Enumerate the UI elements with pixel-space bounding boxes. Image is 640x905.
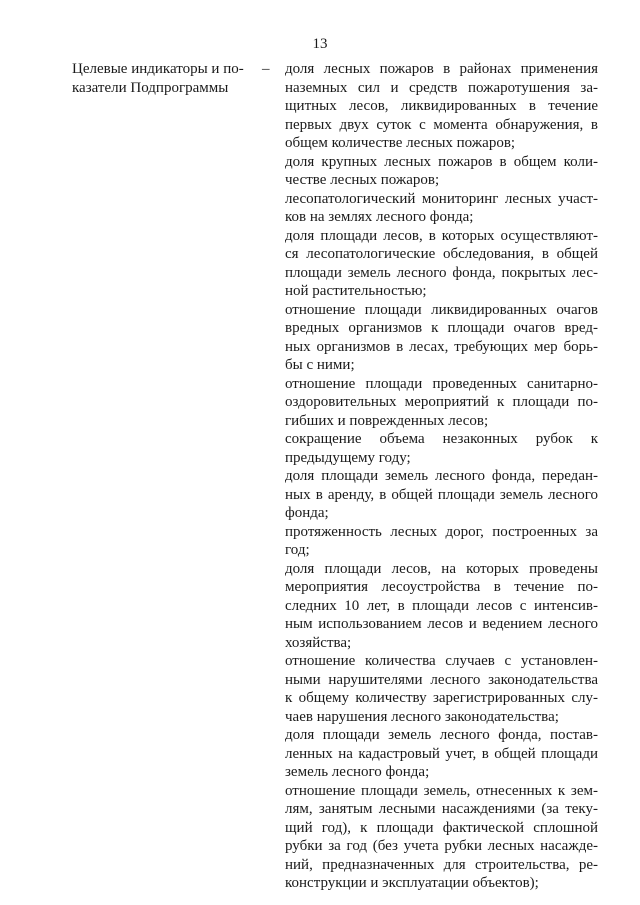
indicator-line: земель лесного фонда;: [285, 764, 430, 780]
separator-dash: –: [262, 61, 270, 77]
indicator-line: протяженность лесных дорог, построенных за: [285, 523, 598, 540]
indicator-line: конструкции и эксплуатации объектов);: [285, 875, 539, 891]
indicator-line: сокращение объема незаконных рубок к: [285, 431, 598, 447]
indicator-line: к общему количеству зарегистрированных слу-: [285, 690, 598, 706]
indicator-line: доля площади земель лесного фонда, передан-: [285, 468, 598, 484]
indicator-item: [285, 726, 598, 782]
indicator-line: гибших и поврежденных лесов;: [285, 412, 489, 429]
indicator-line: отношение количества случаев с установлен-: [285, 653, 598, 669]
indicator-line: хозяйства;: [285, 634, 352, 651]
indicator-line: ся лесопатологические обследования, в общей: [285, 246, 598, 262]
indicator-line: оздоровительных мероприятий к площади по-: [285, 394, 598, 410]
indicator-line: доля площади лесов, в которых осуществляют-: [285, 227, 598, 244]
indicator-item: [285, 430, 598, 467]
indicator-item: [285, 467, 598, 523]
indicator-line: ний, предназначенных для строительства, ре-: [285, 856, 598, 873]
section-label-line: Целевые индикаторы и по-: [72, 61, 244, 77]
indicator-line: ных организмов в лесах, требующих мер борь-: [285, 338, 598, 355]
page-number: 13: [312, 36, 328, 52]
indicator-item: [285, 153, 598, 190]
indicator-line: щий год), к площади фактической сплошной: [285, 819, 598, 836]
indicator-line: вредных организмов к площади очагов вред-: [285, 320, 598, 336]
indicator-line: щитных лесов, ликвидированных в течение: [285, 98, 598, 114]
indicator-item: [285, 375, 598, 431]
indicator-line: лям, занятым лесными насаждениями (за теку-: [285, 801, 598, 817]
indicator-item: [285, 652, 598, 726]
indicator-line: чаев нарушения лесного законодательства;: [285, 708, 559, 725]
indicator-item: [285, 301, 598, 375]
indicator-line: год;: [285, 542, 310, 558]
indicator-item: [285, 227, 598, 301]
indicator-line: честве лесных пожаров;: [285, 172, 440, 188]
indicator-line: ной растительностью;: [285, 283, 427, 299]
indicator-line: ков на землях лесного фонда;: [285, 209, 474, 225]
indicator-item: [285, 523, 598, 560]
indicator-line: отношение площади земель, отнесенных к зем-: [285, 782, 598, 799]
indicator-line: следних 10 лет, в площади лесов с интенсив-: [285, 597, 598, 614]
indicator-line: отношение площади проведенных санитарно-: [285, 375, 598, 392]
indicator-line: доля крупных лесных пожаров в общем коли-: [285, 153, 598, 170]
indicator-line: ных в аренду, в общей площади земель лесного: [285, 486, 598, 503]
indicator-line: ными нарушителями лесного законодательства: [285, 671, 598, 688]
section-label-line: казатели Подпрограммы: [72, 79, 229, 96]
indicator-line: фонда;: [285, 505, 329, 521]
indicator-item: [285, 190, 598, 227]
indicator-line: ным использованием лесов и ведением лесного: [285, 616, 598, 632]
indicator-line: предыдущему году;: [285, 449, 411, 466]
section-label: [72, 60, 248, 97]
indicator-line: отношение площади ликвидированных очагов: [285, 301, 598, 318]
indicator-line: ленных на кадастровый учет, в общей площади: [285, 745, 598, 762]
indicator-item: [285, 560, 598, 653]
indicator-line: лесопатологический мониторинг лесных участ-: [285, 190, 598, 207]
indicator-item: [285, 60, 598, 153]
indicator-line: доля площади земель лесного фонда, постав-: [285, 727, 598, 743]
indicator-item: [285, 782, 598, 893]
indicator-line: первых двух суток с момента обнаружения, в: [285, 116, 598, 133]
indicator-line: площади земель лесного фонда, покрытых лес-: [285, 264, 598, 281]
indicator-line: доля лесных пожаров в районах применения: [285, 61, 598, 77]
indicator-line: наземных сил и средств пожаротушения за-: [285, 79, 598, 96]
indicator-line: рубки за год (без учета рубки лесных насажде-: [285, 838, 598, 854]
indicator-line: бы с ними;: [285, 357, 355, 373]
indicator-line: общем количестве лесных пожаров;: [285, 135, 516, 151]
indicator-line: мероприятия лесоустройства в течение по-: [285, 579, 598, 595]
indicator-line: доля площади лесов, на которых проведены: [285, 560, 598, 577]
indicator-list: [285, 60, 598, 893]
